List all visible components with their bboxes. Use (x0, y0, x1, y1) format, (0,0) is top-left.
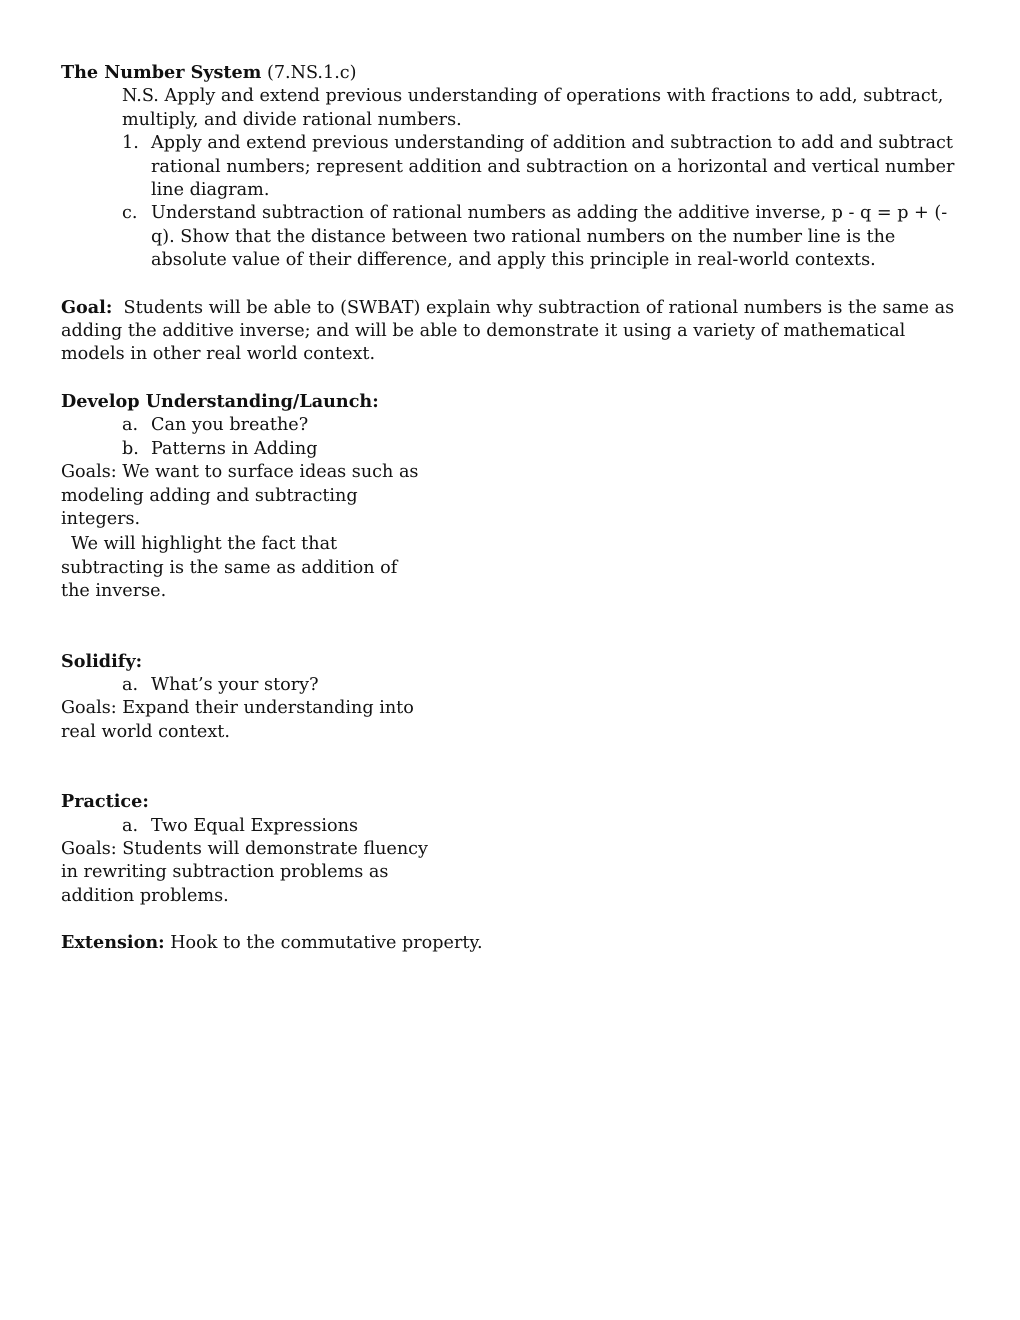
launch-goals: Goals: We want to surface ideas such as modeling adding and subtracting integers. (61, 462, 419, 529)
list-item (61, 438, 961, 461)
list-item-text: Two Equal Expressions (151, 815, 358, 836)
practice-heading: Practice: (61, 791, 149, 813)
list-item-text: Patterns in Adding (151, 438, 318, 459)
standard-code: (7.NS.1.c) (266, 63, 357, 83)
document-title: The Number System (61, 62, 262, 83)
solidify-goals: Goals: Expand their understanding into real world context. (61, 698, 414, 742)
list-item-text: Can you breathe? (151, 415, 309, 436)
list-item (61, 202, 961, 272)
goal-label: Goal: (61, 296, 113, 318)
document-page (61, 61, 961, 956)
solidify-heading: Solidify: (61, 650, 143, 672)
solidify-list (61, 674, 961, 697)
practice-goals: Goals: Students will demonstrate fluency in rewriting subtraction problems as addition problems. (61, 838, 428, 906)
list-item (61, 414, 961, 437)
list-marker: b. (122, 438, 139, 459)
list-marker: a. (122, 815, 139, 836)
standard-description: N.S. Apply and extend previous understanding of operations with fractions to add, subtract, multiply, and divide rational numbers. (122, 86, 944, 130)
list-item (61, 815, 961, 838)
practice-list (61, 815, 961, 838)
solidify-section (61, 650, 961, 745)
extension-label: Extension: (61, 932, 165, 954)
list-item (61, 132, 961, 202)
launch-list (61, 414, 961, 461)
standard-list (61, 132, 961, 272)
list-item-text: What’s your story? (151, 674, 319, 695)
launch-heading: Develop Understanding/Launch: (61, 390, 379, 412)
list-marker: c. (122, 203, 138, 224)
list-item (61, 674, 961, 697)
extension-text: Hook to the commutative property. (170, 933, 483, 954)
list-item-text: Understand subtraction of rational numbers as adding the additive inverse, p - q = p + (-q). Show that the distance between two rational numbers on the number line is the absolute value of their difference, and apply this principle in real-world contexts. (151, 203, 948, 271)
launch-goals-continued: We will highlight the fact that subtracting is the same as addition of the inverse. (61, 534, 398, 602)
title-line (61, 61, 961, 85)
list-item-text: Apply and extend previous understanding of addition and subtraction to add and subtract rational numbers; represent addition and subtraction on a horizontal and vertical number line diagram. (151, 133, 955, 201)
extension-paragraph (61, 931, 961, 955)
goal-text: Students will be able to (SWBAT) explain why subtraction of rational numbers is the same as adding the additive inverse; and will be able to demonstrate it using a variety of mathematical models in other real world context. (61, 297, 955, 365)
launch-section (61, 390, 961, 604)
practice-section (61, 790, 961, 908)
list-marker: 1. (122, 133, 139, 154)
list-marker: a. (122, 415, 139, 436)
goal-paragraph (61, 296, 961, 367)
list-marker: a. (122, 674, 139, 695)
